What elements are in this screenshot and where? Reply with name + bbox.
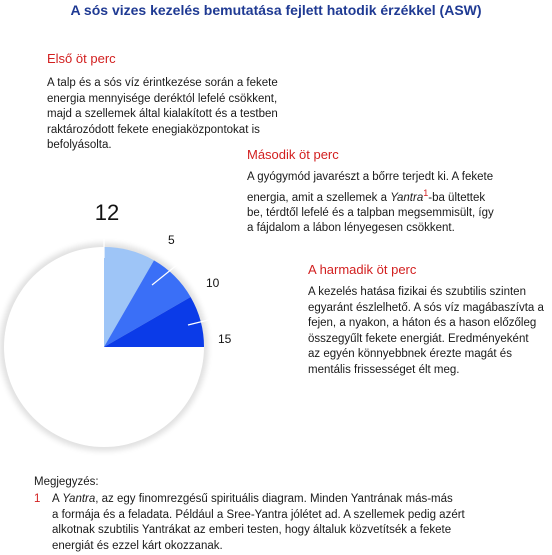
annotation-second-text: -ba ültettek (428, 191, 486, 204)
tick-label-15: 15 (218, 332, 232, 346)
footnote-line (52, 492, 537, 508)
pie-start-label: 12 (94, 200, 120, 225)
leader-line-third (188, 296, 306, 325)
annotation-second-line: a fájdalom a lábon lényegesen csökkent. (247, 222, 455, 235)
footnote-number: 1 (34, 493, 41, 505)
annotation-second-line (247, 186, 547, 206)
tick-label-10: 10 (206, 276, 220, 290)
pie-slices (4, 247, 204, 447)
annotation-first-line: A talp és a sós víz érintkezése során a fekete (47, 77, 278, 89)
footnote-heading: Megjegyzés: (34, 476, 99, 488)
annotation-third-line: A kezelés hatása fizikai és szubtilis szinten (308, 286, 526, 298)
tick-label-5: 5 (168, 233, 175, 247)
footnote-line: a formája és a feladata. Például a Sree-Yantra jólétet ad. A szellemek pedig azért (52, 508, 465, 521)
yantra-term: Yantra (62, 493, 96, 505)
annotation-second-line: be, térdtől lefelé és a talpban megsemmisült, így (247, 206, 494, 219)
annotation-first-body (47, 76, 327, 154)
annotation-second-body (247, 170, 547, 237)
footnote (34, 475, 534, 552)
annotation-third-line: az egyén könnyebbnek érezte magát és (308, 348, 512, 360)
chart-title: A sós vizes kezelés bemutatása fejlett hatodik érzékkel (ASW) (70, 2, 482, 18)
footnote-ref[interactable]: 1 (423, 187, 429, 198)
footnote-line: alkotnak szubtilis Yantrákat az emberi testen, hogy általuk közvetítsék a fekete (52, 524, 452, 536)
annotation-first-line: raktározódott fekete enegiaközpontokat is (47, 123, 260, 136)
footnote-text (52, 492, 537, 554)
annotation-third-line: fejen, a nyakon, a háton és a hason előzőleg (308, 317, 537, 329)
annotation-first-title: Első öt perc (47, 51, 116, 66)
annotation-second-title: Második öt perc (247, 147, 339, 162)
annotation-first-line: majd a szellemek által kialakított és a testben (47, 108, 278, 120)
annotation-third-line: összegyűlt fekete energiát. Eredményeként (308, 332, 529, 345)
annotation-third-title: A harmadik öt perc (308, 262, 417, 277)
footnote-line: energiát és ezzel kárt okozzanak. (52, 539, 223, 552)
annotation-second-line: A gyógymód javarészt a bőrre terjedt ki. A fekete (247, 171, 494, 183)
leader-line-second (152, 212, 243, 285)
annotation-second-text: energia, amit a szellemek a (247, 191, 391, 204)
yantra-term: Yantra (390, 191, 424, 204)
annotation-third-body (308, 285, 548, 378)
footnote-prefix: A (52, 493, 63, 505)
annotation-first-line: befolyásolta. (47, 139, 112, 151)
footnote-first-line: , az egy finomrezgésű spirituális diagram. Minden Yantrának más-más (95, 493, 453, 505)
annotation-third-line: egyaránt észlelhető. A sós víz magábaszívta a (308, 301, 544, 314)
annotation-third-line: mentális frissességet élt meg. (308, 363, 460, 376)
annotation-first-line: energia mennyisége deréktól lefelé csökkent, (47, 92, 278, 105)
